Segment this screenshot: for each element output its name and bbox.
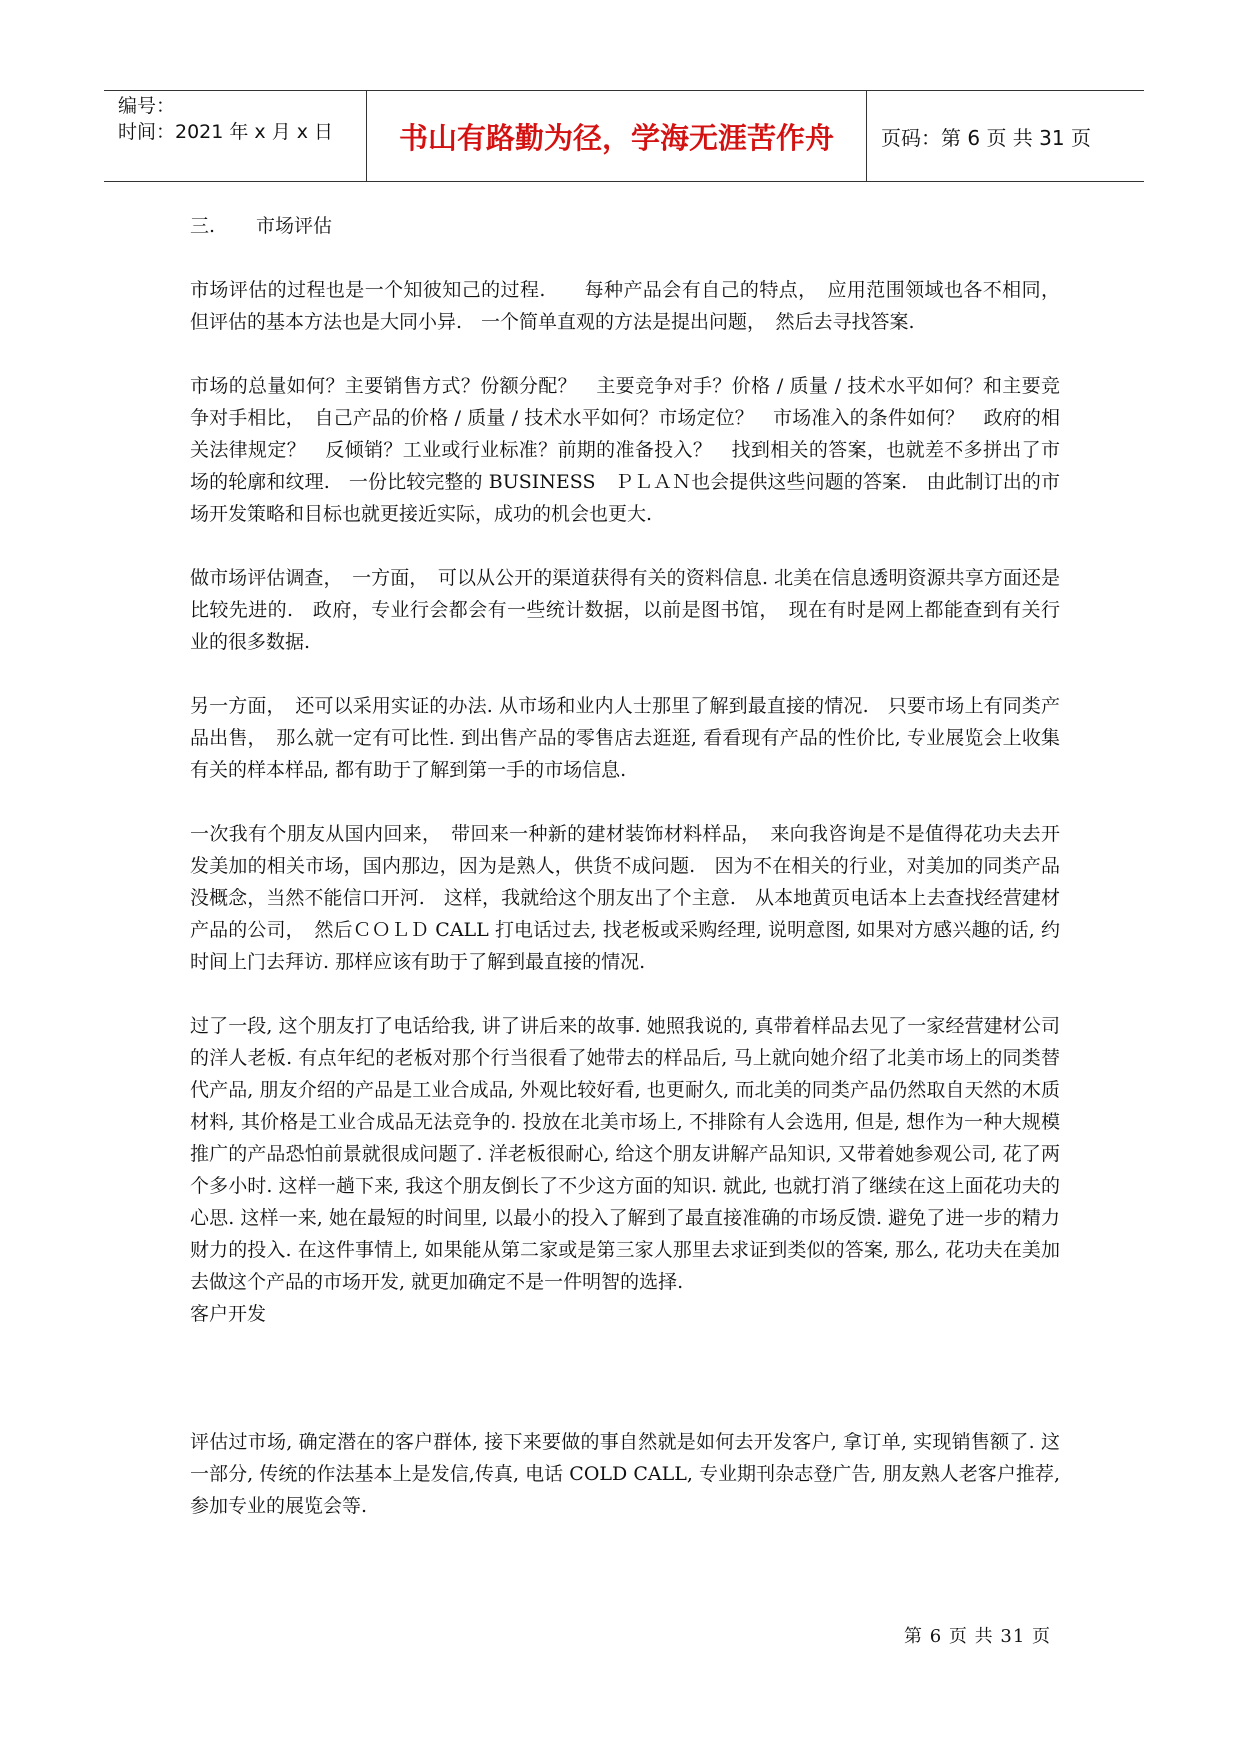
page-footer: 第 6 页 共 31 页 <box>904 1626 1051 1647</box>
paragraph: 一次我有个朋友从国内回来， 带回来一种新的建材装饰材料样品， 来向我咨询是不是值得花功夫去开发美加的相关市场，国内那边，因为是熟人，供货不成问题. 因为不在相关的行业，对美加的同类产品没概念，当然不能信口开河. 这样，我就给这个朋友出了个主意. 从本地黄页电话本上去查找经营建材产品的公司， 然后ＣＯＬＤ CALL 打电话过去, 找老板或采购经理, 说明意图, 如果对方感兴趣的话, 约时间上门去拜访. 那样应该有助于了解到最直接的情况. <box>190 823 1060 973</box>
paragraph: 过了一段, 这个朋友打了电话给我, 讲了讲后来的故事. 她照我说的, 真带着样品去见了一家经营建材公司的洋人老板. 有点年纪的老板对那个行当很看了她带去的样品后, 马上就向她介绍了北美市场上的同类替代产品, 朋友介绍的产品是工业合成品, 外观比较好看, 也更耐久, 而北美的同类产品仍然取自天然的木质材料, 其价格是工业合成品无法竞争的. 投放在北美市场上, 不排除有人会选用, 但是, 想作为一种大规模推广的产品恐怕前景就很成问题了. 洋老板很耐心, 给这个朋友讲解产品知识, 又带着她参观公司, 花了两个多小时. 这样一趟下来, 我这个朋友倒长了不少这方面的知识. 就此, 也就打消了继续在这上面花功夫的心思. 这样一来, 她在最短的时间里, 以最小的投入了解到了最直接准确的市场反馈. 避免了进一步的精力财力的投入. 在这件事情上, 如果能从第二家或是第三家人那里去求证到类似的答案, 那么, 花功夫在美加去做这个产品的市场开发, 就更加确定不是一件明智的选择. <box>190 1015 1060 1293</box>
paragraph: 评估过市场, 确定潜在的客户群体, 接下来要做的事自然就是如何去开发客户, 拿订单, 实现销售额了. 这一部分, 传统的作法基本上是发信,传真, 电话 COLD CALL, 专业期刊杂志登广告, 朋友熟人老客户推荐, 参加专业的展览会等. <box>190 1431 1060 1517</box>
paragraph: 另一方面， 还可以采用实证的办法. 从市场和业内人士那里了解到最直接的情况. 只要市场上有同类产品出售， 那么就一定有可比性. 到出售产品的零售店去逛逛, 看看现有产品的性价比, 专业展览会上收集有关的样本样品, 都有助于了解到第一手的市场信息. <box>190 695 1060 781</box>
document-body <box>190 210 1060 1554</box>
section-heading <box>190 210 1060 242</box>
serial-number-label: 编号： <box>118 95 176 117</box>
date-label: 时间：2021 年 x 月 x 日 <box>118 121 334 143</box>
paragraph: 做市场评估调查， 一方面， 可以从公开的渠道获得有关的资料信息. 北美在信息透明资源共享方面还是比较先进的. 政府，专业行会都会有一些统计数据，以前是图书馆， 现在有时是网上都能查到有关行业的很多数据. <box>190 567 1060 653</box>
header-page-number: 页码：第 6 页 共 31 页 <box>881 125 1091 150</box>
header-meta <box>104 91 367 181</box>
section-number: 三. <box>190 215 216 237</box>
paragraph: 市场的总量如何？主要销售方式？份额分配？ 主要竞争对手？价格 / 质量 / 技术水平如何？和主要竞争对手相比， 自己产品的价格 / 质量 / 技术水平如何？市场定位？ 市场准入的条件如何？ 政府的相关法律规定？ 反倾销？工业或行业标准？前期的准备投入？ 找到相关的答案，也就差不多拼出了市场的轮廓和纹理. 一份比较完整的 BUSINESS ＰＬＡＮ也会提供这些问题的答案. 由此制订出的市场开发策略和目标也就更接近实际，成功的机会也更大. <box>190 375 1060 525</box>
subsection-title: 客户开发 <box>190 1303 267 1325</box>
header-motto: 书山有路勤为径，学海无涯苦作舟 <box>367 91 867 181</box>
paragraph: 市场评估的过程也是一个知彼知己的过程. 每种产品会有自己的特点， 应用范围领域也各不相同，但评估的基本方法也是大同小异. 一个简单直观的方法是提出问题， 然后去寻找答案. <box>190 279 1060 333</box>
section-title: 市场评估 <box>256 215 333 237</box>
page-header <box>104 90 1144 182</box>
